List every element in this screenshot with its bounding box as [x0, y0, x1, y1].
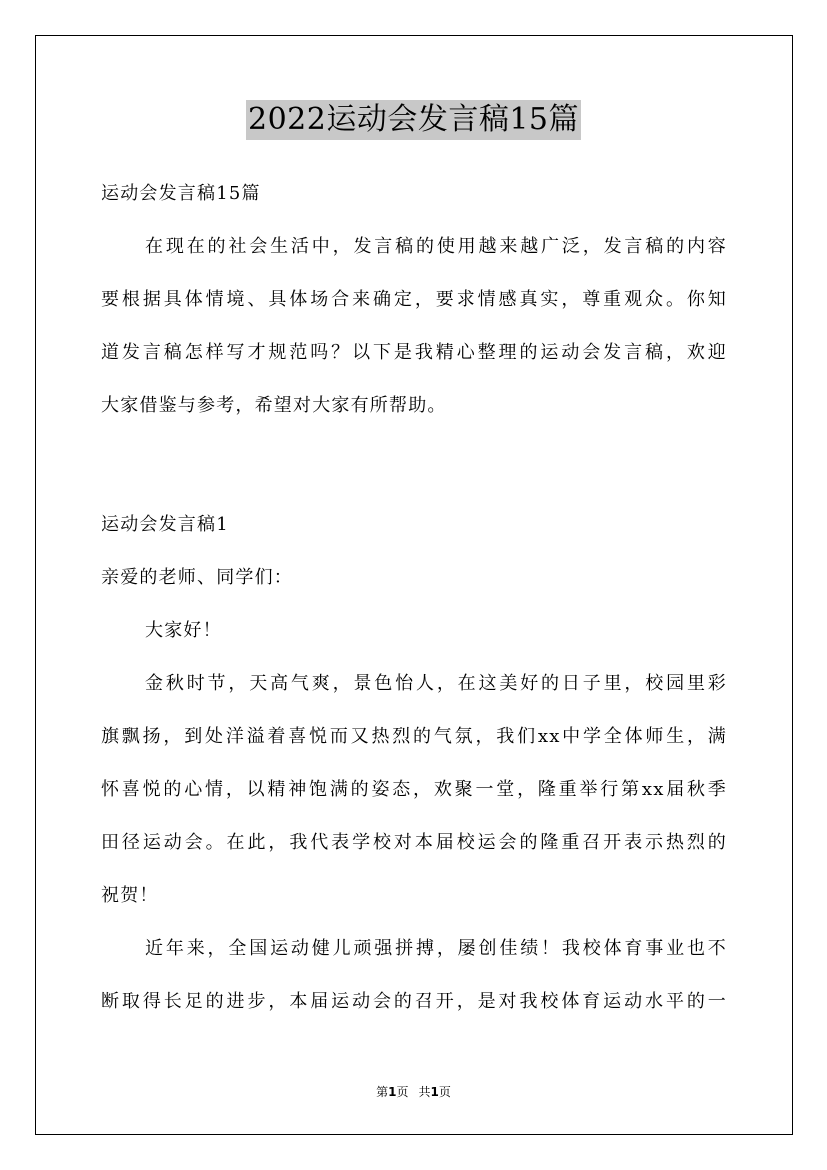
section-heading: 运动会发言稿1 — [101, 514, 229, 535]
paragraph-line: 田径运动会。在此，我代表学校对本届校运会的隆重召开表示热烈的 — [101, 832, 727, 853]
intro-line: 道发言稿怎样写才规范吗？以下是我精心整理的运动会发言稿，欢迎 — [101, 342, 727, 363]
total-suffix: 页 — [438, 1085, 451, 1099]
title-container — [0, 100, 827, 140]
salutation: 亲爱的老师、同学们： — [101, 567, 293, 588]
paragraph-line: 断取得长足的进步，本届运动会的召开，是对我校体育运动水平的一 — [101, 991, 727, 1012]
intro-line: 在现在的社会生活中，发言稿的使用越来越广泛，发言稿的内容 — [145, 236, 727, 257]
intro-line: 要根据具体情境、具体场合来确定，要求情感真实，尊重观众。你知 — [101, 289, 727, 310]
paragraph-line: 近年来，全国运动健儿顽强拼搏，屡创佳绩！我校体育事业也不 — [145, 938, 727, 959]
section-spacer — [101, 437, 727, 503]
intro-line: 大家借鉴与参考，希望对大家有所帮助。 — [101, 395, 447, 416]
subtitle: 运动会发言稿15篇 — [101, 183, 261, 204]
paragraph-line: 金秋时节，天高气爽，景色怡人，在这美好的日子里，校园里彩 — [145, 673, 727, 694]
paragraph-line: 旗飘扬，到处洋溢着喜悦而又热烈的气氛，我们xx中学全体师生，满 — [101, 726, 727, 747]
greeting: 大家好！ — [145, 620, 222, 641]
page-number: 1 — [388, 1085, 397, 1099]
document-body — [101, 172, 727, 1033]
page-prefix: 第 — [376, 1085, 389, 1099]
paragraph-line: 祝贺！ — [101, 885, 159, 906]
total-pages: 1 — [430, 1085, 439, 1099]
document-title: 2022运动会发言稿15篇 — [246, 100, 581, 140]
total-prefix: 共 — [418, 1085, 431, 1099]
page-suffix: 页 — [396, 1085, 409, 1099]
paragraph-line: 怀喜悦的心情，以精神饱满的姿态，欢聚一堂，隆重举行第xx届秋季 — [101, 779, 727, 800]
page-footer — [0, 1082, 827, 1102]
